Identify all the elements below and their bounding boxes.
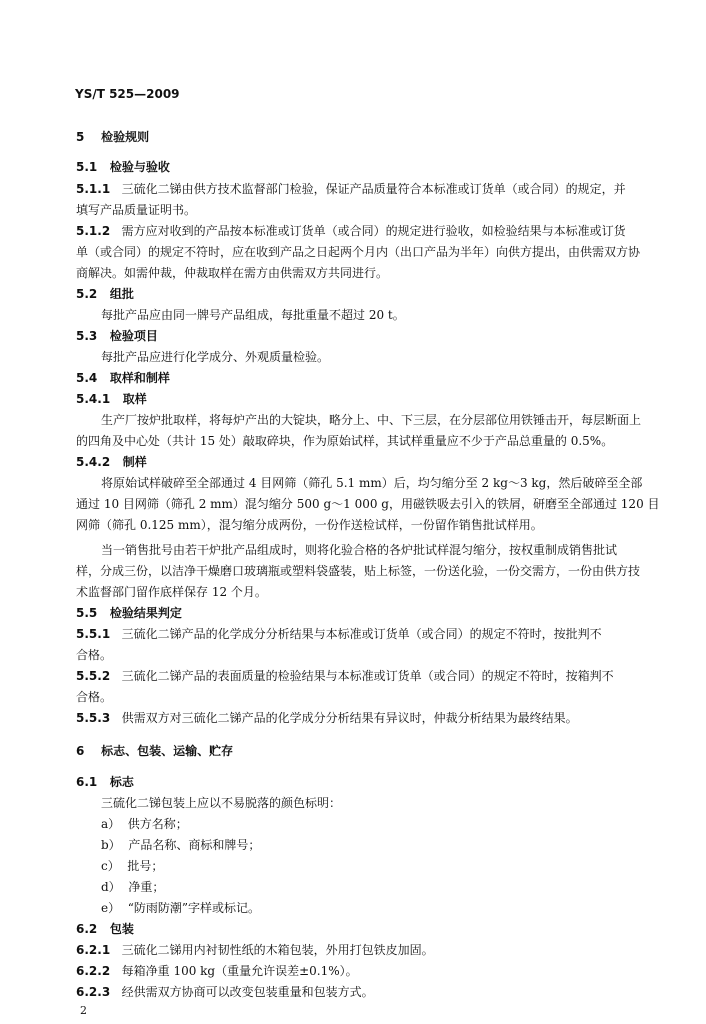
list-text: 批号；: [127, 859, 164, 873]
text-line: 的四角及中心处（共计 15 处）敲取碎块，作为原始试样，其试样重量应不少于产品总重量的 0.5%。: [76, 434, 614, 448]
section-title: 组批: [109, 287, 134, 301]
clause-number: 6.2.2: [76, 964, 111, 978]
text-line: 填写产品质量证明书。: [76, 203, 197, 217]
list-marker: b）: [101, 838, 121, 852]
section-number: 5.3: [76, 329, 98, 343]
section-number: 5.2: [76, 287, 98, 301]
section-number: 6: [76, 744, 85, 758]
page-number: 2: [80, 1004, 87, 1017]
list-text: 产品名称、商标和牌号；: [128, 838, 261, 852]
clause-number: 5.1.1: [76, 182, 111, 196]
section-5-2-heading: [76, 285, 134, 302]
section-number: 5.5: [76, 606, 98, 620]
text-line: 每批产品应进行化学成分、外观质量检验。: [101, 350, 330, 364]
section-5-heading: [76, 128, 149, 145]
list-marker: a）: [101, 817, 121, 831]
section-title: 制样: [122, 455, 147, 469]
text-line: 商解决。如需仲裁，仲裁取样在需方由供需双方共同进行。: [76, 266, 389, 280]
section-title: 检验规则: [101, 130, 150, 144]
section-title: 检验项目: [109, 329, 158, 343]
text-line: 术监督部门留作底样保存 12 个月。: [76, 585, 267, 599]
section-title: 取样: [122, 392, 147, 406]
section-6-1-heading: [76, 773, 134, 790]
clause-6-2-2: [76, 962, 358, 979]
section-number: 5.4: [76, 371, 98, 385]
section-5-5-heading: [76, 604, 182, 621]
list-text: “防雨防潮”字样或标记。: [127, 901, 261, 915]
text-line: 合格。: [76, 648, 113, 662]
clause-text: 三硫化二锑产品的化学成分分析结果与本标准或订货单（或合同）的规定不符时，按批判不: [121, 627, 602, 641]
text-line: 单（或合同）的规定不符时，应在收到产品之日起两个月内（出口产品为半年）向供方提出，由供需双方协: [76, 245, 641, 259]
list-text: 供方名称；: [127, 817, 188, 831]
list-text: 净重；: [128, 880, 165, 894]
clause-number: 6.2.1: [76, 943, 111, 957]
list-marker: d）: [101, 880, 121, 894]
section-number: 6.2: [76, 922, 98, 936]
section-6-heading: [76, 742, 233, 759]
clause-5-5-1: [76, 625, 602, 642]
clause-5-1-2: [76, 222, 626, 239]
list-item: [101, 899, 260, 916]
section-5-4-1-heading: [76, 390, 147, 407]
list-item: [101, 878, 164, 895]
text-line: 样，分成三份，以洁净干燥磨口玻璃瓶或塑料袋盛装，贴上标签，一份送化验，一份交需方，一份由供方技: [76, 564, 641, 578]
standard-code: YS/T 525—2009: [75, 87, 180, 101]
text-line: 每批产品应由同一牌号产品组成，每批重量不超过 20 t。: [101, 308, 405, 322]
section-number: 6.1: [76, 775, 98, 789]
section-5-1-heading: [76, 158, 170, 175]
text-line: 三硫化二锑包装上应以不易脱落的颜色标明：: [101, 796, 342, 810]
section-5-4-2-heading: [76, 453, 147, 470]
clause-text: 三硫化二锑由供方技术监督部门检验，保证产品质量符合本标准或订货单（或合同）的规定，并: [121, 182, 626, 196]
clause-text: 经供需双方协商可以改变包装重量和包装方式。: [121, 985, 374, 999]
clause-5-1-1: [76, 180, 626, 197]
section-title: 取样和制样: [109, 371, 170, 385]
list-item: [101, 815, 188, 832]
text-line: 将原始试样破碎至全部通过 4 目网筛（筛孔 5.1 mm）后，均匀缩分至 2 kg～3 kg，然后破碎至全部: [101, 476, 643, 490]
list-marker: c）: [101, 859, 120, 873]
clause-6-2-1: [76, 941, 434, 958]
list-item: [101, 836, 260, 853]
section-5-4-heading: [76, 369, 170, 386]
clause-6-2-3: [76, 983, 374, 1000]
section-number: 5.4.1: [76, 392, 111, 406]
section-title: 包装: [109, 922, 134, 936]
section-title: 标志、包装、运输、贮存: [101, 744, 234, 758]
clause-text: 三硫化二锑产品的表面质量的检验结果与本标准或订货单（或合同）的规定不符时，按箱判不: [121, 669, 614, 683]
section-title: 检验结果判定: [109, 606, 182, 620]
clause-5-5-3: [76, 709, 578, 726]
clause-number: 5.5.1: [76, 627, 111, 641]
text-line: 合格。: [76, 690, 113, 704]
list-marker: e）: [101, 901, 121, 915]
clause-text: 供需双方对三硫化二锑产品的化学成分分析结果有异议时，仲裁分析结果为最终结果。: [121, 711, 578, 725]
clause-number: 5.5.3: [76, 711, 111, 725]
section-number: 5: [76, 130, 85, 144]
clause-number: 5.1.2: [76, 224, 111, 238]
text-line: 生产厂按炉批取样，将每炉产出的大锭块，略分上、中、下三层，在分层部位用铁锤击开，每层断面上: [101, 413, 642, 427]
text-line: 通过 10 目网筛（筛孔 2 mm）混匀缩分 500 g～1 000 g，用磁铁吸去引入的铁屑，研磨至全部通过 120 目: [76, 497, 660, 511]
section-title: 检验与验收: [109, 160, 170, 174]
clause-number: 6.2.3: [76, 985, 111, 999]
section-number: 5.4.2: [76, 455, 111, 469]
section-title: 标志: [109, 775, 134, 789]
text-line: 网筛（筛孔 0.125 mm），混匀缩分成两份，一份作送检试样，一份留作销售批试样用。: [76, 518, 543, 532]
clause-text: 三硫化二锑用内衬韧性纸的木箱包装，外用打包铁皮加固。: [121, 943, 434, 957]
section-5-3-heading: [76, 327, 158, 344]
clause-text: 每箱净重 100 kg（重量允许误差±0.1%）。: [121, 964, 358, 978]
clause-number: 5.5.2: [76, 669, 111, 683]
clause-5-5-2: [76, 667, 614, 684]
section-number: 5.1: [76, 160, 98, 174]
list-item: [101, 857, 163, 874]
section-6-2-heading: [76, 920, 134, 937]
clause-text: 需方应对收到的产品按本标准或订货单（或合同）的规定进行验收，如检验结果与本标准或订货: [121, 224, 626, 238]
text-line: 当一销售批号由若干炉批产品组成时，则将化验合格的各炉批试样混匀缩分，按权重制成销售批试: [101, 543, 618, 557]
